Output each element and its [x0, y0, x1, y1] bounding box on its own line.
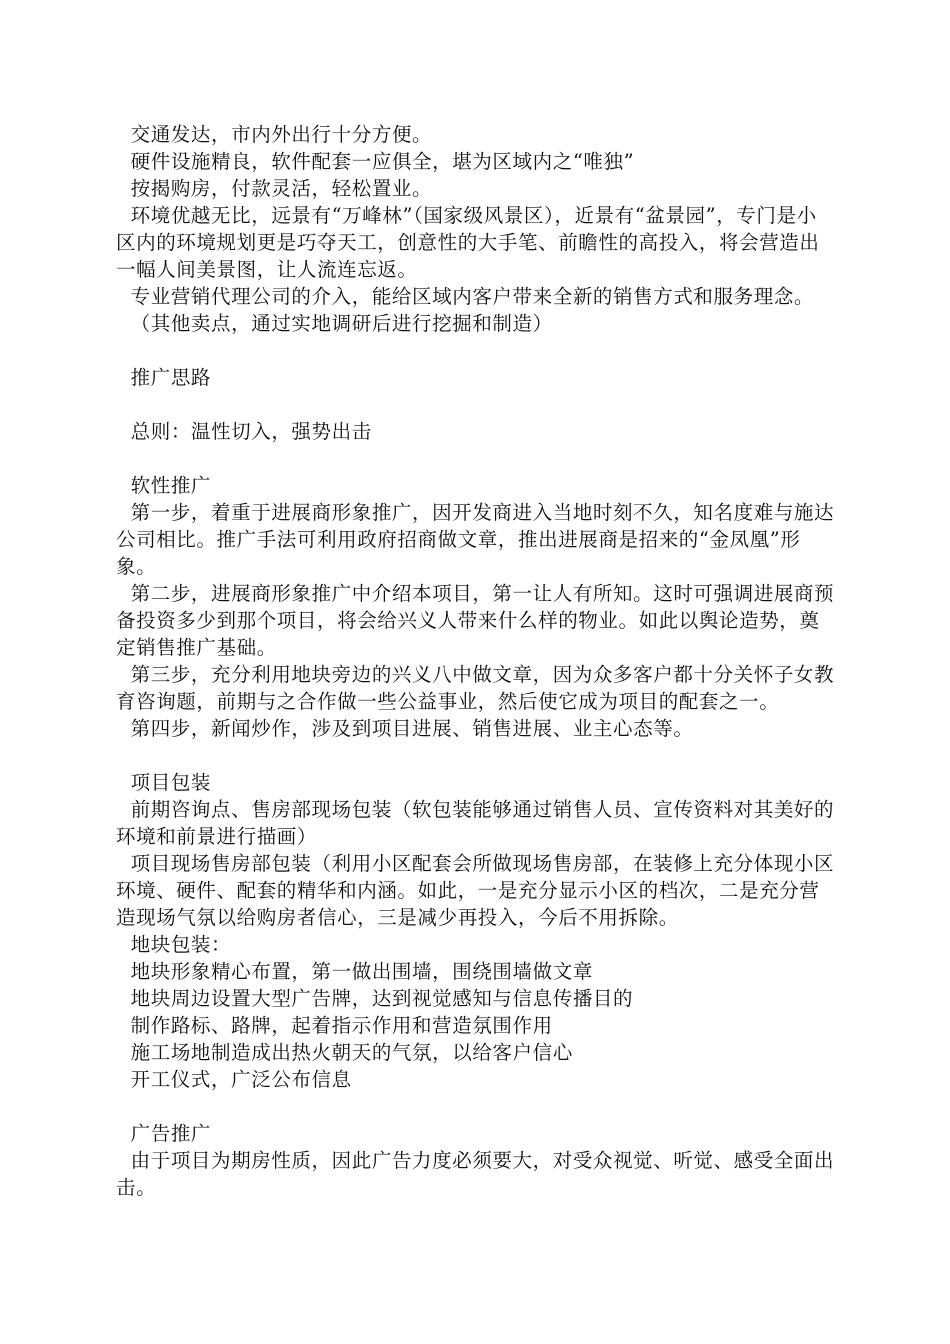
- spacer: [116, 742, 836, 769]
- selling-point: 环境优越无比，远景有“万峰林”（国家级风景区），近景有“盆景园”，专门是小区内的环境规划更是巧夺天工，创意性的大手笔、前瞻性的高投入，将会营造出一幅人间美景图，让人流连忘返。: [116, 204, 820, 281]
- selling-point-note: （其他卖点，通过实地调研后进行挖掘和制造）: [130, 312, 553, 335]
- packaging-item: 制作路标、路牌，起着指示作用和营造氛围作用: [130, 1014, 553, 1037]
- packaging-item: 项目现场售房部包装（利用小区配套会所做现场售房部，在装修上充分体现小区环境、硬件、配套的精华和内涵。如此，一是充分显示小区的档次，二是充分营造现场气氛以给购房者信心，三是减少再投入，今后不用拆除。: [116, 852, 835, 929]
- document-body: [116, 121, 836, 1201]
- selling-point: 专业营销代理公司的介入，能给区域内客户带来全新的销售方式和服务理念。: [130, 285, 815, 308]
- packaging-subheading: 地块包装：: [130, 933, 232, 956]
- packaging-item: 前期咨询点、售房部现场包装（软包装能够通过销售人员、宣传资料对其美好的环境和前景进行描画）: [116, 798, 835, 848]
- soft-promotion-step: 第四步，新闻炒作，涉及到项目进展、销售进展、业主心态等。: [130, 717, 694, 740]
- soft-promotion-step: 第二步，进展商形象推广中介绍本项目，第一让人有所知。这时可强调进展商预备投资多少到那个项目，将会给兴义人带来什么样的物业。如此以舆论造势，奠定销售推广基础。: [116, 582, 835, 659]
- section-heading-promotion: 推广思路: [130, 366, 212, 389]
- soft-promotion-step: 第一步，着重于进展商形象推广，因开发商进入当地时刻不久，知名度难与施达公司相比。推广手法可利用政府招商做文章，推出进展商是招来的“金凤凰”形象。: [116, 501, 835, 578]
- spacer: [116, 1093, 836, 1120]
- selling-point: 交通发达，市内外出行十分方便。: [130, 123, 433, 146]
- section-heading-soft-promotion: 软性推广: [130, 474, 212, 497]
- packaging-item: 开工仪式，广泛公布信息: [130, 1068, 352, 1091]
- advertising-body: 由于项目为期房性质，因此广告力度必须要大，对受众视觉、听觉、感受全面出击。: [116, 1149, 835, 1199]
- spacer: [116, 391, 836, 418]
- section-heading-packaging: 项目包装: [130, 771, 212, 794]
- selling-point: 硬件设施精良，软件配套一应俱全，堪为区域内之“唯独”: [130, 150, 635, 173]
- packaging-item: 地块形象精心布置，第一做出围墙，围绕围墙做文章: [130, 960, 593, 983]
- section-heading-advertising: 广告推广: [130, 1122, 212, 1145]
- packaging-item: 施工场地制造成出热火朝天的气氛，以给客户信心: [130, 1041, 573, 1064]
- soft-promotion-step: 第三步，充分利用地块旁边的兴义八中做文章，因为众多客户都十分关怀子女教育咨询题，前期与之合作做一些公益事业，然后使它成为项目的配套之一。: [116, 663, 835, 713]
- spacer: [116, 337, 836, 364]
- spacer: [116, 445, 836, 472]
- selling-point: 按揭购房，付款灵活，轻松置业。: [130, 177, 433, 200]
- promotion-principle: 总则：温性切入，强势出击: [130, 420, 372, 443]
- packaging-item: 地块周边设置大型广告牌，达到视觉感知与信息传播目的: [130, 987, 634, 1010]
